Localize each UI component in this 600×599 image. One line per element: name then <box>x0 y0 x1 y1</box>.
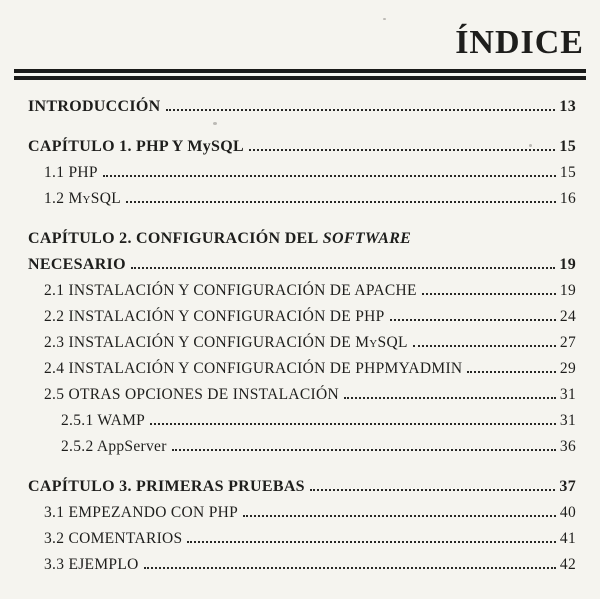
toc-entry-label: 3.3 EJEMPLO <box>44 556 139 573</box>
toc-entry-page: 41 <box>559 530 576 547</box>
toc-entry <box>28 552 576 578</box>
toc-entry-label: CAPÍTULO 1. PHP Y MySQL <box>28 138 244 155</box>
dot-leader <box>422 293 556 295</box>
toc-entry-label: 2.4 INSTALACIÓN Y CONFIGURACIÓN DE PHPMYADMIN <box>44 360 463 377</box>
toc-entry <box>28 356 576 382</box>
toc-entry-page: 13 <box>559 98 576 115</box>
dot-leader <box>249 149 555 151</box>
toc-entry-page: 42 <box>559 556 576 573</box>
toc-entry <box>28 134 576 160</box>
dot-leader <box>243 515 556 517</box>
toc-entry-page: 27 <box>559 334 576 351</box>
dot-leader <box>144 567 556 569</box>
toc-entry <box>28 186 576 212</box>
title-rule <box>14 69 586 80</box>
dot-leader <box>172 449 556 451</box>
toc-entry-page: 15 <box>559 138 576 155</box>
toc-entry-page: 19 <box>559 282 576 299</box>
toc-entry-label: NECESARIO <box>28 256 126 273</box>
toc-entry <box>28 160 576 186</box>
toc-entry-page: 31 <box>559 386 576 403</box>
toc-entry-page: 40 <box>559 504 576 521</box>
toc-entry <box>28 474 576 500</box>
dot-leader <box>166 109 556 111</box>
toc-entry-label: 1.2 MySQL <box>44 190 121 207</box>
toc-entry-label: 2.2 INSTALACIÓN Y CONFIGURACIÓN DE PHP <box>44 308 385 325</box>
toc-entry-page: 24 <box>559 308 576 325</box>
page-title: ÍNDICE <box>455 24 584 61</box>
toc-entry <box>28 526 576 552</box>
toc-entry <box>28 94 576 120</box>
toc-entry <box>28 304 576 330</box>
dot-leader <box>413 345 556 347</box>
toc-entry-label: 3.2 COMENTARIOS <box>44 530 183 547</box>
scan-speck <box>529 144 532 147</box>
dot-leader <box>131 267 556 269</box>
scan-speck <box>213 122 217 125</box>
toc-entry <box>28 278 576 304</box>
scan-speck <box>383 18 386 20</box>
toc-entry <box>28 252 576 278</box>
toc-entry-label: 2.3 INSTALACIÓN Y CONFIGURACIÓN DE MySQL <box>44 334 408 351</box>
dot-leader <box>126 201 556 203</box>
dot-leader <box>344 397 556 399</box>
toc-list <box>28 94 576 578</box>
toc-entry <box>28 226 576 252</box>
toc-entry-label: INTRODUCCIÓN <box>28 98 161 115</box>
toc-entry-label: 2.5.2 AppServer <box>61 438 167 455</box>
toc-entry-page: 36 <box>559 438 576 455</box>
toc-entry-label: CAPÍTULO 3. PRIMERAS PRUEBAS <box>28 478 305 495</box>
toc-entry <box>28 434 576 460</box>
toc-entry-page: 37 <box>559 478 576 495</box>
dot-leader <box>150 423 556 425</box>
dot-leader <box>467 371 555 373</box>
toc-entry-label: 3.1 EMPEZANDO CON PHP <box>44 504 239 521</box>
toc-entry-page: 15 <box>559 164 576 181</box>
toc-entry-page: 19 <box>559 256 576 273</box>
dot-leader <box>103 175 556 177</box>
toc-entry-label-italic: SOFTWARE <box>318 230 412 247</box>
toc-entry-label: 2.5 OTRAS OPCIONES DE INSTALACIÓN <box>44 386 339 403</box>
toc-entry-label: CAPÍTULO 2. CONFIGURACIÓN DEL <box>28 230 319 247</box>
toc-entry <box>28 408 576 434</box>
toc-entry-label: 2.1 INSTALACIÓN Y CONFIGURACIÓN DE APACHE <box>44 282 417 299</box>
toc-entry-page: 16 <box>559 190 576 207</box>
dot-leader <box>310 489 556 491</box>
toc-entry-page: 31 <box>559 412 576 429</box>
toc-entry-label: 1.1 PHP <box>44 164 98 181</box>
toc-entry-page: 29 <box>559 360 576 377</box>
dot-leader <box>187 541 555 543</box>
toc-entry <box>28 330 576 356</box>
toc-entry-label: 2.5.1 WAMP <box>61 412 146 429</box>
dot-leader <box>390 319 556 321</box>
toc-entry <box>28 382 576 408</box>
toc-entry <box>28 500 576 526</box>
